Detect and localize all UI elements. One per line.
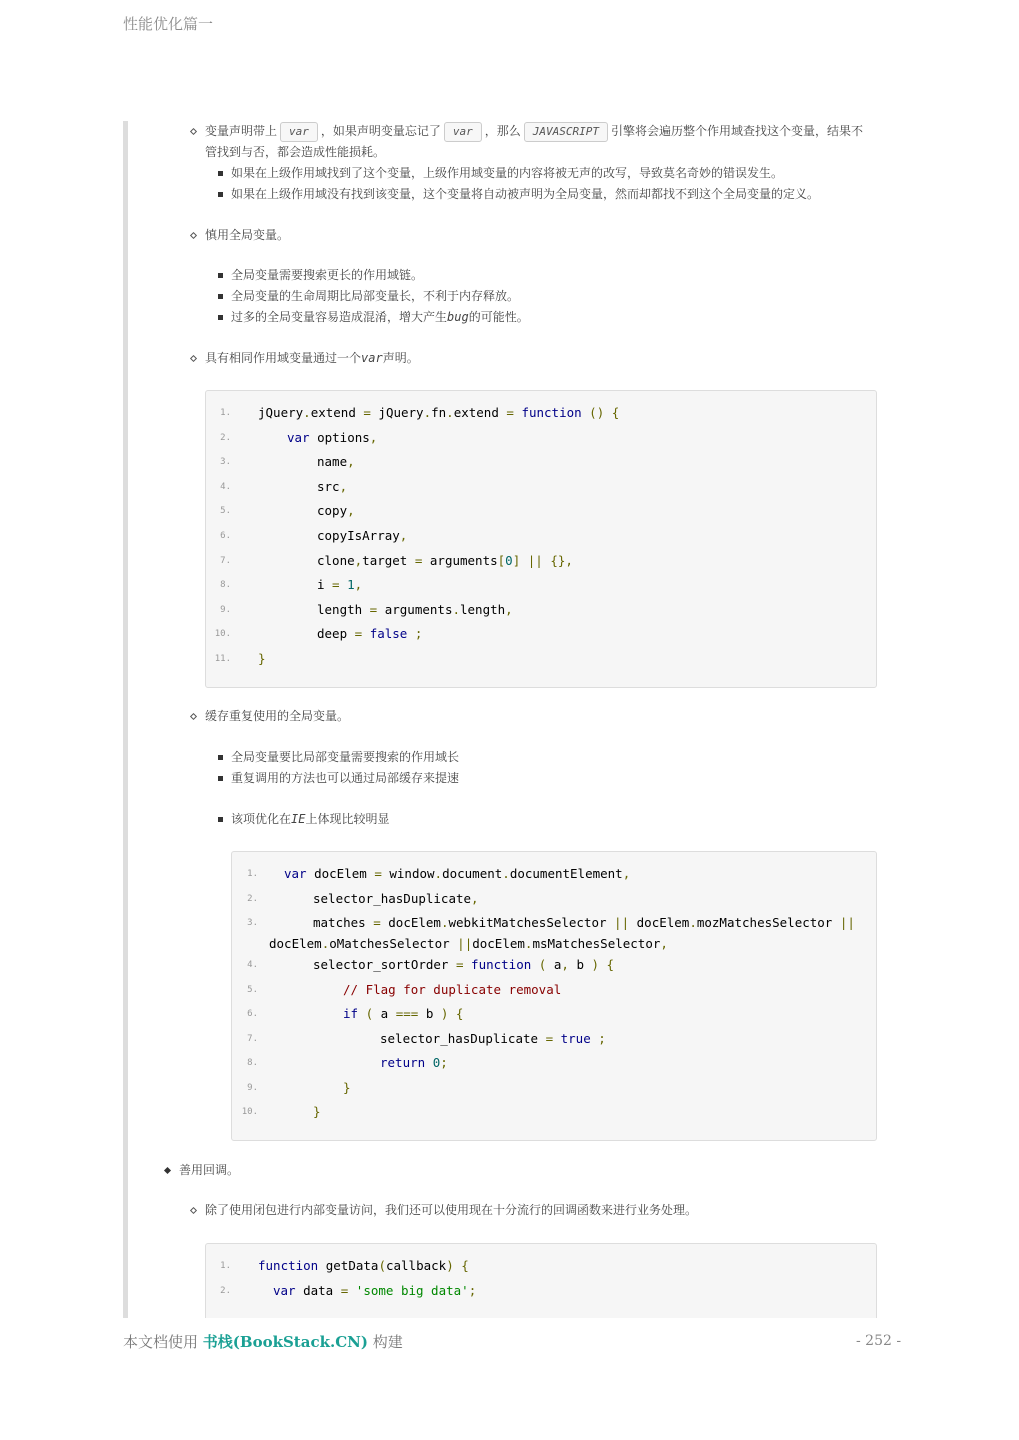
page-number: - 252 - (856, 1333, 902, 1349)
code-token: . (446, 405, 454, 420)
code-line (232, 953, 876, 977)
code-token: webkitMatchesSelector (448, 915, 607, 930)
code-token: } (313, 1104, 321, 1119)
code-token: = (333, 1282, 356, 1298)
code-token: documentElement (509, 866, 623, 881)
code-token: copyIsArray (317, 528, 400, 543)
code-line (206, 1254, 876, 1278)
code-line (206, 598, 876, 622)
code-token: 0 (505, 552, 513, 568)
code-line (232, 1100, 876, 1124)
text-span: 变量声明带上 (205, 124, 278, 138)
code-token: 0 (432, 1055, 441, 1070)
code-token: , (354, 552, 363, 568)
code-token: || (449, 935, 473, 951)
text-span: 引擎将会遍历整个作用域查找这个变量，结果不 (611, 124, 864, 138)
line-number: 6. (220, 531, 231, 541)
code-text (258, 647, 266, 671)
line-number: 3. (247, 918, 258, 928)
code-token: b (576, 957, 584, 972)
code-token: jQuery (378, 405, 424, 420)
code-text (313, 887, 479, 911)
code-text (380, 1027, 606, 1051)
code-line (206, 499, 876, 523)
code-text (317, 499, 355, 523)
code-line (206, 401, 876, 425)
inline-code: var (280, 122, 318, 142)
code-token: . (524, 935, 533, 951)
line-number: 7. (220, 555, 231, 566)
code-token: . (423, 405, 432, 420)
bullet-square-icon (218, 273, 223, 278)
bullet-diamond-icon (190, 713, 197, 720)
list-item (205, 348, 419, 369)
bullet-square-icon (218, 294, 223, 299)
code-text (313, 953, 614, 977)
footer-prefix: 本文档使用 (123, 1333, 199, 1351)
code-token: ; (407, 626, 423, 642)
sub-list-item: 如果在上级作用域找到了这个变量，上级作用域变量的内容将被无声的改写，导致莫名奇妙的错误发生。 (231, 166, 784, 180)
code-text (343, 978, 561, 1002)
footer-credit (123, 1331, 403, 1352)
bullet-diamond-icon (190, 232, 197, 239)
code-text (258, 1254, 469, 1278)
code-line (232, 887, 876, 911)
code-text (258, 401, 619, 425)
line-number: 11. (214, 654, 231, 664)
code-token: , (347, 503, 355, 519)
code-token: [ (497, 552, 506, 568)
code-token: , (369, 429, 378, 445)
line-number: 1. (247, 869, 258, 879)
code-line (206, 647, 876, 671)
code-token: mozMatchesSelector (696, 915, 833, 930)
bullet-square-icon (218, 192, 223, 197)
code-token: () { (581, 405, 620, 420)
code-token: ( (531, 957, 554, 972)
code-token: selector_hasDuplicate (380, 1030, 539, 1046)
code-token: , (347, 454, 355, 470)
code-token: } (258, 651, 266, 666)
code-token: function (471, 957, 532, 972)
code-token: matches (313, 915, 366, 930)
code-text (317, 622, 422, 646)
code-line (232, 1076, 876, 1100)
code-token: = (347, 626, 370, 642)
code-token: 1 (347, 577, 355, 593)
code-line (232, 862, 876, 886)
bullet-diamond-icon (190, 128, 197, 135)
text-span: ，如果声明变量忘记了 (320, 124, 441, 138)
code-text (284, 862, 630, 886)
code-text (273, 1279, 476, 1303)
sub-list-item: 重复调用的方法也可以通过局部缓存来提速 (231, 771, 460, 785)
code-token: selector_hasDuplicate (313, 890, 472, 906)
code-token: function (258, 1258, 319, 1273)
code-token: i (317, 577, 325, 593)
code-token: window (389, 866, 435, 881)
line-number: 9. (220, 604, 231, 615)
text-span: ，那么 (484, 124, 521, 138)
list-item: 善用回调。 (179, 1163, 240, 1177)
code-line (232, 1051, 876, 1075)
code-line (232, 1002, 876, 1026)
code-text (317, 450, 355, 474)
code-text (313, 1100, 321, 1124)
text-span: 的可能性。 (468, 310, 529, 324)
code-token: ( (378, 1258, 386, 1273)
code-token: = (366, 866, 390, 881)
sub-list-item (231, 809, 389, 830)
list-item: 慎用全局变量。 (205, 228, 290, 242)
code-token: arguments (384, 601, 453, 617)
code-token: = (538, 1030, 561, 1046)
line-number: 1. (220, 1261, 231, 1271)
code-token: = (407, 552, 430, 568)
code-token: = (355, 405, 379, 420)
code-block (231, 851, 877, 1141)
code-token: = (362, 601, 385, 617)
code-token: copy (317, 503, 348, 519)
code-token: = (498, 405, 522, 420)
text-span: 该项优化在 (231, 812, 292, 826)
code-token: ( (358, 1006, 381, 1021)
code-line (232, 978, 876, 1002)
code-token: = (324, 577, 348, 593)
line-number: 8. (247, 1058, 258, 1068)
code-token: selector_sortOrder (313, 957, 449, 972)
code-token: . (440, 915, 449, 930)
line-number: 8. (220, 580, 231, 591)
page-header-title: 性能优化篇一 (123, 15, 214, 33)
list-item (205, 121, 885, 142)
bullet-square-icon (218, 315, 223, 320)
code-line (206, 524, 876, 548)
code-line (232, 932, 876, 956)
bullet-square-icon (218, 776, 223, 781)
line-number: 4. (220, 481, 231, 492)
bullet-square-icon (218, 171, 223, 176)
line-number: 2. (220, 1285, 231, 1296)
code-token: jQuery (258, 405, 304, 420)
line-number: 9. (247, 1082, 258, 1093)
code-token: , (354, 577, 363, 593)
code-token: ; (440, 1055, 448, 1070)
code-token: document (442, 866, 503, 881)
code-token: . (321, 935, 330, 951)
line-number: 4. (247, 960, 258, 970)
list-item: 除了使用闭包进行内部变量访问，我们还可以使用现在十分流行的回调函数来进行业务处理。 (205, 1203, 698, 1217)
code-token: } (343, 1079, 351, 1095)
code-line (206, 622, 876, 646)
code-token: b (425, 1006, 434, 1021)
code-token: var (273, 1282, 296, 1298)
code-token: a (380, 1006, 389, 1021)
code-token: getData (318, 1258, 379, 1273)
bullet-diamond-icon (190, 355, 197, 362)
code-token: , (339, 478, 348, 494)
code-token: , (471, 890, 479, 906)
code-token: if (343, 1006, 359, 1021)
code-token: . (303, 405, 311, 420)
code-token: callback (385, 1258, 447, 1273)
text-span: 上体现比较明显 (305, 812, 390, 826)
line-number: 10. (214, 629, 231, 640)
code-token: var (284, 866, 307, 881)
code-text (317, 524, 407, 548)
code-token: docElem (472, 935, 525, 951)
code-token: docElem (306, 866, 367, 881)
code-token: // Flag for duplicate removal (343, 981, 562, 997)
code-token: deep (317, 626, 348, 642)
code-line (206, 1279, 876, 1303)
text-span: 声明。 (382, 351, 419, 365)
line-number: 5. (247, 984, 258, 995)
code-block (205, 1243, 877, 1318)
footer-suffix: 构建 (372, 1333, 403, 1351)
code-token: = (448, 957, 472, 972)
code-token: . (689, 915, 697, 930)
code-token: docElem (388, 915, 441, 930)
code-token: , (660, 935, 668, 951)
bullet-square-icon (218, 817, 223, 822)
line-number: 2. (220, 432, 231, 443)
code-token: src (317, 478, 340, 494)
code-token: docElem (269, 935, 322, 951)
list-item-continuation: 管找到与否，都会造成性能损耗。 (205, 145, 386, 159)
code-token: data (295, 1282, 334, 1298)
line-number: 2. (247, 893, 258, 904)
code-token: length (460, 601, 506, 617)
code-token: ; (468, 1282, 477, 1298)
code-token: options (309, 429, 370, 445)
code-text (317, 475, 347, 499)
code-token: oMatchesSelector (329, 935, 450, 951)
code-line (206, 450, 876, 474)
code-token: , (561, 957, 577, 972)
code-token: . (434, 866, 443, 881)
code-token: true (560, 1030, 591, 1046)
code-text (269, 932, 668, 956)
code-text (317, 598, 513, 622)
code-token: , (399, 528, 408, 543)
code-token: target (362, 552, 408, 568)
sub-list-item (231, 307, 529, 328)
inline-code: JAVASCRIPT (524, 122, 608, 142)
code-token: length (317, 601, 363, 617)
code-token: msMatchesSelector (532, 935, 661, 951)
code-token: || {}, (520, 552, 573, 568)
code-text (380, 1051, 448, 1075)
code-text (343, 1076, 351, 1100)
document-content (123, 121, 888, 1318)
code-line (206, 573, 876, 597)
bullet-diamond-icon (190, 1207, 197, 1214)
list-item: 缓存重复使用的全局变量。 (205, 709, 350, 723)
code-token: extend (310, 405, 356, 420)
sub-list-item: 全局变量的生命周期比局部变量长，不利于内存释放。 (231, 289, 520, 303)
code-token: docElem (636, 915, 690, 930)
code-text (317, 573, 362, 597)
code-token: === (388, 1006, 426, 1021)
bullet-diamond-filled-icon (164, 1167, 171, 1174)
code-token: ] (512, 552, 521, 568)
line-number: 6. (247, 1009, 258, 1019)
code-token: . (502, 866, 510, 881)
code-token: var (287, 429, 310, 445)
code-token: ; (590, 1030, 606, 1046)
code-token: false (369, 626, 408, 642)
code-token: , (622, 866, 631, 881)
code-text (317, 549, 573, 573)
line-number: 3. (220, 457, 231, 468)
code-token: name (317, 454, 348, 470)
code-token: extend (453, 405, 499, 420)
code-token (425, 1055, 433, 1070)
inline-code: var (444, 122, 482, 142)
code-token: arguments (429, 552, 498, 568)
code-line (232, 1027, 876, 1051)
code-token: fn (431, 405, 447, 420)
italic-text: IE (291, 812, 306, 826)
code-token: 'some big data' (355, 1282, 469, 1298)
italic-text: var (361, 351, 383, 365)
sub-list-item: 如果在上级作用域没有找到该变量，这个变量将自动被声明为全局变量，然而却都找不到这个全局变量的定义。 (231, 187, 820, 201)
code-token: ) { (433, 1006, 464, 1021)
code-block (205, 390, 877, 688)
text-span: 过多的全局变量容易造成混淆，增大产生 (231, 310, 448, 324)
code-line (206, 426, 876, 450)
code-text (287, 426, 377, 450)
sub-list-item: 全局变量要比局部变量需要搜索的作用域长 (231, 750, 460, 764)
code-token: || (832, 915, 855, 930)
line-number: 7. (247, 1033, 258, 1044)
code-line (206, 475, 876, 499)
sub-list-item: 全局变量需要搜索更长的作用域链。 (231, 268, 424, 282)
code-token: ) { (446, 1258, 469, 1273)
code-token: . (452, 601, 460, 617)
code-token: = (365, 915, 389, 930)
line-number: 10. (241, 1107, 258, 1117)
italic-text: bug (447, 310, 469, 324)
code-token: clone (317, 552, 355, 568)
code-token: , (505, 601, 513, 617)
text-span: 具有相同作用域变量通过一个 (205, 351, 362, 365)
code-token: ) { (583, 957, 615, 972)
code-token: function (521, 405, 582, 420)
code-token: return (380, 1055, 426, 1070)
code-line (206, 549, 876, 573)
line-number: 1. (220, 408, 231, 418)
code-token: || (606, 915, 637, 930)
bullet-square-icon (218, 755, 223, 760)
code-token: a (553, 957, 562, 972)
line-number: 5. (220, 506, 231, 517)
code-text (343, 1002, 463, 1026)
footer-brand-link[interactable]: 书栈(BookStack.CN) (202, 1333, 368, 1351)
